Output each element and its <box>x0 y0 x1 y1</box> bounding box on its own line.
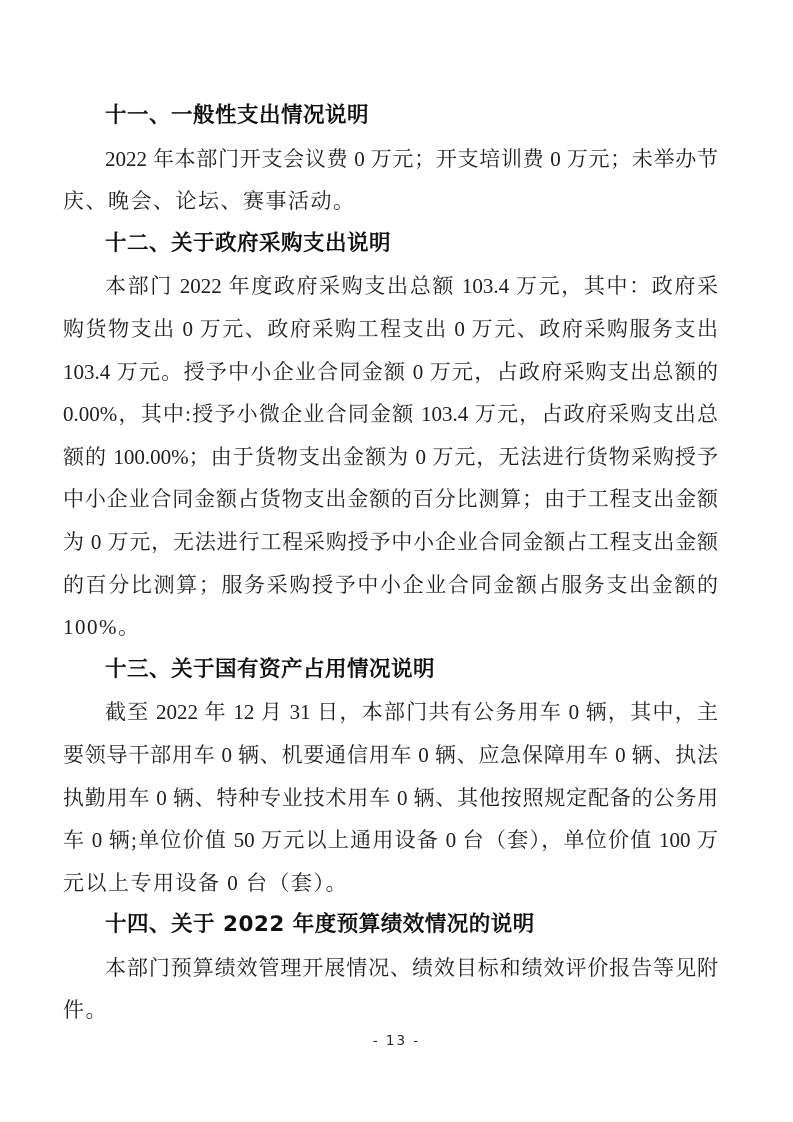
text-line: 要领导干部用车 0 辆、机要通信用车 0 辆、应急保障用车 0 辆、执法 <box>63 742 718 767</box>
text-line: 为 0 万元，无法进行工程采购授予中小企业合同金额占工程支出金额 <box>63 529 718 554</box>
section-government-procurement <box>63 223 718 649</box>
text-line: 100%。 <box>63 615 141 640</box>
text-line: 庆、晚会、论坛、赛事活动。 <box>63 189 356 214</box>
text-line: 本部门 2022 年度政府采购支出总额 103.4 万元，其中：政府采 <box>105 274 718 299</box>
section-general-expenditure <box>63 95 718 223</box>
text-line: 额的 100.00%；由于货物支出金额为 0 万元，无法进行货物采购授予 <box>63 444 718 469</box>
text-line: 执勤用车 0 辆、特种专业技术用车 0 辆、其他按照规定配备的公务用 <box>63 785 718 810</box>
text-line: 中小企业合同金额占货物支出金额的百分比测算；由于工程支出金额 <box>63 487 718 512</box>
section-heading: 十一、一般性支出情况说明 <box>105 103 370 128</box>
text-line: 车 0 辆;单位价值 50 万元以上通用设备 0 台（套），单位价值 100 万 <box>63 828 718 853</box>
section-budget-performance <box>63 904 718 1032</box>
text-line: 件。 <box>63 998 108 1023</box>
section-heading: 十三、关于国有资产占用情况说明 <box>105 656 436 682</box>
text-line: 本部门预算绩效管理开展情况、绩效目标和绩效评价报告等见附 <box>105 955 718 980</box>
page-number: - 13 - <box>372 1033 421 1049</box>
text-line: 购货物支出 0 万元、政府采购工程支出 0 万元、政府采购服务支出 <box>63 316 718 341</box>
text-line: 的百分比测算；服务采购授予中小企业合同金额占服务支出金额的 <box>63 572 718 597</box>
section-heading: 十四、关于 2022 年度预算绩效情况的说明 <box>105 912 535 938</box>
text-line: 元以上专用设备 0 台（套）。 <box>63 870 348 895</box>
section-heading: 十二、关于政府采购支出说明 <box>105 230 392 256</box>
document-content <box>63 95 718 1032</box>
section-state-owned-assets <box>63 649 718 905</box>
text-line: 截至 2022 年 12 月 31 日，本部门共有公务用车 0 辆，其中，主 <box>105 700 718 725</box>
text-line: 103.4 万元。授予中小企业合同金额 0 万元，占政府采购支出总额的 <box>63 359 718 384</box>
text-line: 2022 年本部门开支会议费 0 万元；开支培训费 0 万元；未举办节 <box>105 146 718 171</box>
text-line: 0.00%，其中:授予小微企业合同金额 103.4 万元，占政府采购支出总 <box>63 402 718 427</box>
